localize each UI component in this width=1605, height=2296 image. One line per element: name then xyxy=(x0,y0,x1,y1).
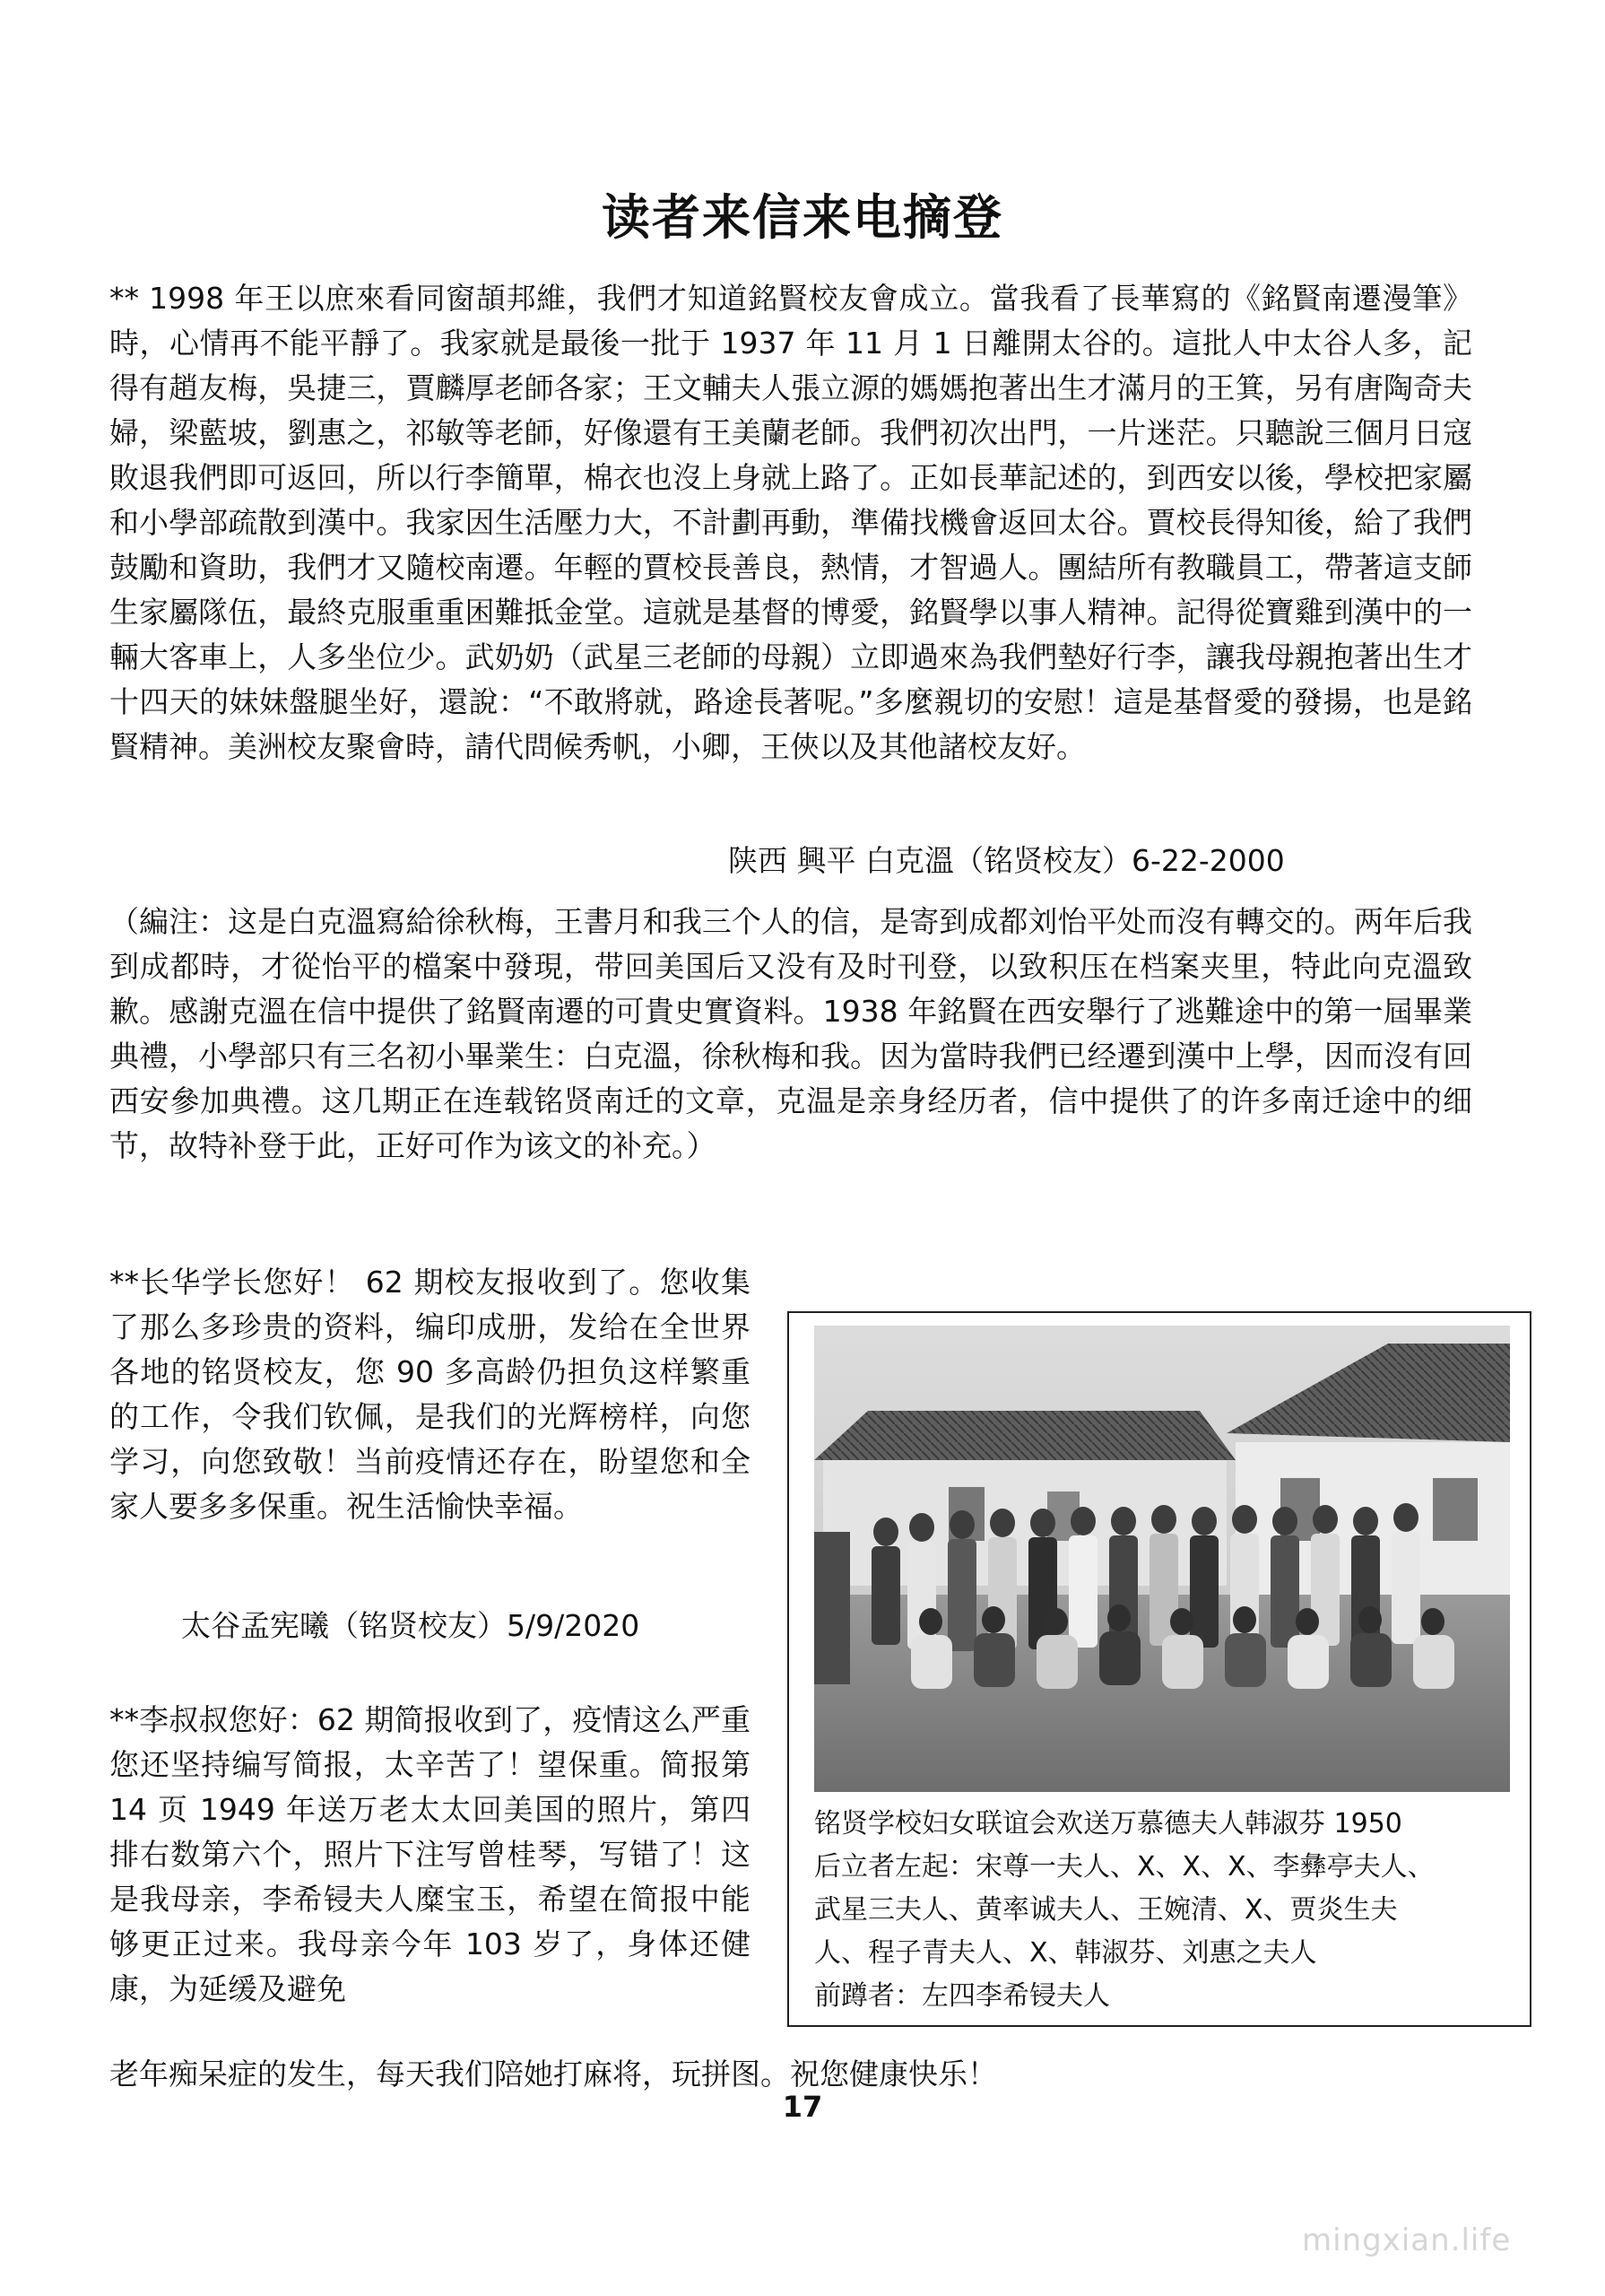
page-number: 17 xyxy=(782,2090,823,2124)
editor-note: （編注：这是白克溫寫給徐秋梅，王書月和我三个人的信，是寄到成都刘怡平处而沒有轉交的。两年后我到成都時，才從怡平的檔案中發現，带回美国后又没有及时刊登，以致积压在档案夹里，特此向克溫致歉。感謝克溫在信中提供了銘賢南遷的可貴史實資料。1938 年銘賢在西安舉行了逃難途中的第一屆畢業典禮，小學部只有三名初小畢業生：白克溫，徐秋梅和我。因为當時我們已经遷到漢中上學，因而沒有回西安參加典禮。这几期正在连载铭贤南迁的文章，克温是亲身经历者，信中提供了的许多南迁途中的细节，故特补登于此，正好可作为该文的补充。） xyxy=(109,904,1472,1163)
caption-line: 铭贤学校妇女联谊会欢送万慕德夫人韩淑芬 1950 xyxy=(814,1808,1402,1839)
caption-line: 武星三夫人、黄率诚夫人、王婉清、X、贾炎生夫 xyxy=(814,1894,1398,1926)
photo-caption xyxy=(814,1803,1514,2018)
letter-3-body-end: 老年痴呆症的发生，每天我们陪她打麻将，玩拼图。祝您健康快乐！ xyxy=(109,2057,997,2092)
page-title: 读者来信来电摘登 xyxy=(602,189,1003,246)
group-photo xyxy=(814,1326,1510,1792)
letter-2-signature: 太谷孟宪曦（铭贤校友）5/9/2020 xyxy=(181,1608,640,1643)
letter-2-body: **长华学长您好！ 62 期校友报收到了。您收集了那么多珍贵的资料，编印成册，发给在全世界各地的铭贤校友，您 90 多高龄仍担负这样繁重的工作，令我们钦佩，是我们的光辉榜样，向您学习，向您致敬！当前疫情还存在，盼望您和全家人要多多保重。祝生活愉快幸福。 xyxy=(109,1265,750,1524)
caption-line: 人、程子青夫人、X、韩淑芬、刘惠之夫人 xyxy=(814,1937,1317,1969)
letter-1-signature: 陕西 興平 白克溫（铭贤校友）6-22-2000 xyxy=(728,843,1285,878)
letter-1-body: ** 1998 年王以庶來看同窗頡邦維，我們才知道銘賢校友會成立。當我看了長華寫的《銘賢南遷漫筆》時，心情再不能平靜了。我家就是最後一批于 1937 年 11 月 1 日離開太谷的。這批人中太谷人多，記得有趙友梅，吳捷三，賈麟厚老師各家；王文輔夫人張立源的媽媽抱著出生才滿月的王箕，另有唐陶奇夫婦，梁藍坡，劉惠之，祁敏等老師，好像還有王美蘭老師。我們初次出門，一片迷茫。只聽說三個月日寇敗退我們即可返回，所以行李簡單，棉衣也沒上身就上路了。正如長華記述的，到西安以後，學校把家屬和小學部疏散到漢中。我家因生活壓力大，不計劃再動，準備找機會返回太谷。賈校長得知後，給了我們鼓勵和資助，我們才又隨校南遷。年輕的賈校長善良，熱情，才智過人。團結所有教職員工，帶著這支師生家屬隊伍，最終克服重重困難抵金堂。這就是基督的博愛，銘賢學以事人精神。記得從寶雞到漢中的一輛大客車上，人多坐位少。武奶奶（武星三老師的母親）立即過來為我們墊好行李，讓我母親抱著出生才十四天的妹妹盤腿坐好，還說：“不敢將就，路途長著呢。”多麼親切的安慰！這是基督愛的發揚，也是銘賢精神。美洲校友聚會時，請代問候秀帆，小卿，王俠以及其他諸校友好。 xyxy=(109,281,1472,764)
caption-line: 后立者左起：宋尊一夫人、X、X、X、李彝亭夫人、 xyxy=(814,1851,1435,1883)
letter-3-body: **李叔叔您好：62 期简报收到了，疫情这么严重您还坚持编写简报，太辛苦了！望保重。简报第 14 页 1949 年送万老太太回美国的照片，第四排右数第六个，照片下注写曾桂琴，写错了！这是我母亲，李希锓夫人糜宝玉，希望在简报中能够更正过来。我母亲今年 103 岁了，身体还健康，为延缓及避免 xyxy=(109,1702,750,2006)
photo-frame xyxy=(787,1311,1531,2027)
watermark: mingxian.life xyxy=(1302,2222,1512,2258)
group-photo-illustration xyxy=(814,1326,1510,1792)
caption-line: 前蹲者：左四李希锓夫人 xyxy=(814,1980,1110,2012)
